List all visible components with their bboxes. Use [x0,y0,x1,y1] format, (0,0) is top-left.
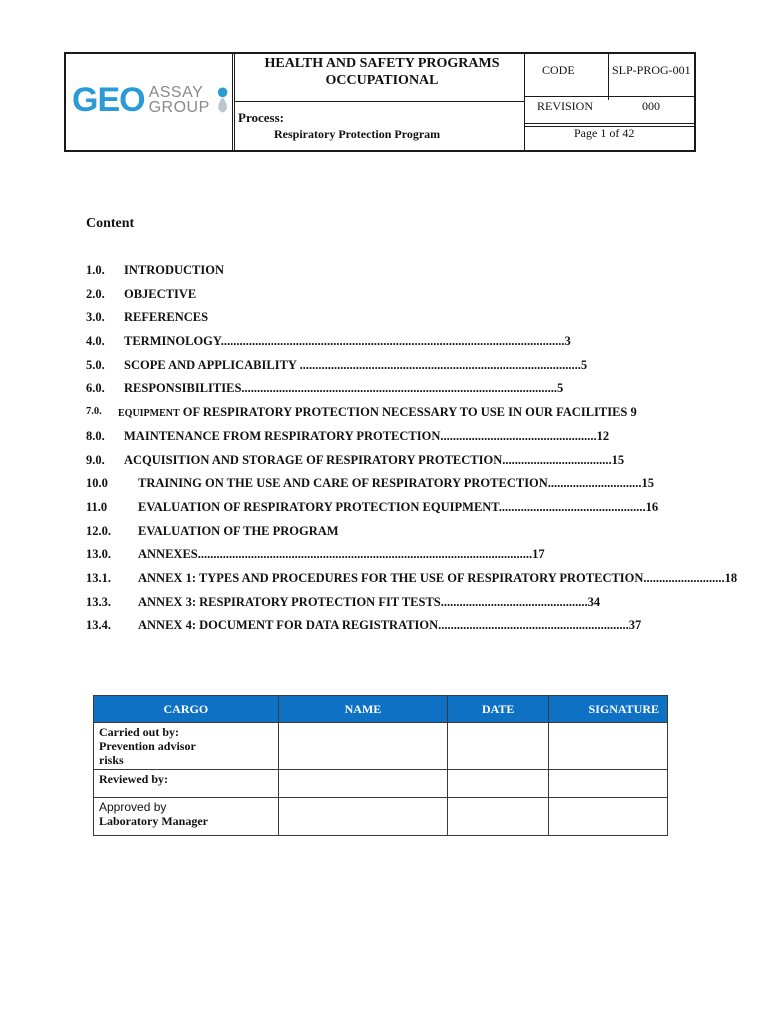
toc-item [86,544,768,568]
header-divider [695,97,696,102]
toc-item [86,260,768,284]
toc-item-number: 13.4. [86,618,111,633]
name-cell [278,723,448,770]
toc-item-text [118,402,637,424]
toc-item [86,521,768,545]
toc-item-prefix: EQUIPMENT [118,408,180,420]
toc-item [86,592,768,616]
toc-item [86,331,768,355]
name-cell [278,798,448,836]
toc-item-rest: OF RESPIRATORY PROTECTION NECESSARY TO USE IN OUR FACILITIES 9 [179,405,637,420]
signature-cell [549,723,668,770]
toc-item-number: 13.3. [86,594,111,609]
column-header-date: DATE [448,696,549,723]
toc-item-number: 1.0. [86,263,105,277]
table-of-contents [86,260,768,639]
header-divider [524,123,696,124]
header-divider [608,54,609,100]
toc-item-number: 5.0. [86,357,105,372]
toc-item-number: 13.0. [86,547,111,562]
toc-item-text: RESPONSIBILITIES.....................................................................................................5 [124,381,564,396]
toc-item-text: OBJECTIVE [124,286,197,301]
cargo-line: Reviewed by: [99,772,168,786]
header-divider [524,96,696,97]
page-number: Page 1 of 42 [574,126,635,140]
date-cell [448,770,549,798]
table-row [94,723,668,770]
toc-item [86,355,768,379]
toc-item-text: TERMINOLOGY..............................................................................................................3 [124,334,571,349]
toc-item-text: ANNEX 3: RESPIRATORY PROTECTION FIT TESTS...............................................34 [138,594,601,609]
code-label: CODE [542,63,575,77]
toc-item-text: ANNEX 4: DOCUMENT FOR DATA REGISTRATION.............................................................37 [138,618,642,633]
toc-item-text: ANNEXES...........................................................................................................17 [138,547,545,562]
cargo-line: Laboratory Manager [99,814,208,828]
signature-cell [549,798,668,836]
cargo-line: risks [99,753,124,767]
process-name: Respiratory Protection Program [274,127,441,141]
toc-item [86,497,768,521]
toc-item-number: 6.0. [86,381,105,396]
header-divider [234,101,524,102]
header-divider [234,54,235,150]
program-title [236,55,528,89]
name-cell [278,770,448,798]
toc-item [86,378,768,402]
logo-drop-icon [213,85,232,115]
toc-item-text: ANNEX 1: TYPES AND PROCEDURES FOR THE USE OF RESPIRATORY PROTECTION..........................18 [138,570,738,585]
toc-item-number: 2.0. [86,286,105,301]
content-heading: Content [86,216,135,231]
logo-line2: GROUP [148,99,210,116]
header-divider [232,54,233,150]
date-cell [448,723,549,770]
logo-line1: ASSAY [148,84,204,101]
toc-item [86,568,768,592]
table-row [94,770,668,798]
toc-item-number: 10.0 [86,476,108,491]
cargo-line: Carried out by: [99,725,179,739]
toc-item-number: 4.0. [86,334,105,349]
toc-item-text: EVALUATION OF RESPIRATORY PROTECTION EQUIPMENT...............................................16 [138,499,659,514]
toc-item-number: 13.1. [86,570,111,585]
toc-item-number: 11.0 [86,499,108,514]
column-header-name: NAME [278,696,448,723]
date-cell [448,798,549,836]
cargo-cell [94,723,279,770]
process-label: Process: [238,110,284,125]
toc-item [86,284,768,308]
document-header [64,52,696,152]
toc-item [86,426,768,450]
program-title-line2: OCCUPATIONAL [325,73,439,88]
revision-value: 000 [642,99,660,113]
toc-item [86,307,768,331]
toc-item [86,402,768,426]
toc-item-text: REFERENCES [124,310,209,325]
toc-item-number: 3.0. [86,310,105,325]
cargo-cell [94,798,279,836]
toc-item-number: 7.0. [86,406,102,418]
toc-item [86,450,768,474]
toc-item-text: EVALUATION OF THE PROGRAM [138,523,339,538]
column-header-cargo: CARGO [94,696,279,723]
logo-geo-text: GEO [72,81,145,119]
table-row [94,798,668,836]
toc-item-number: 12.0. [86,523,111,538]
toc-item-text: TRAINING ON THE USE AND CARE OF RESPIRATORY PROTECTION..............................15 [138,476,655,491]
cargo-cell [94,770,279,798]
toc-item [86,473,768,497]
toc-item [86,615,768,639]
toc-item-text: ACQUISITION AND STORAGE OF RESPIRATORY PROTECTION...................................15 [124,452,625,467]
signature-table-header [94,696,668,723]
cargo-line: Approved by [99,800,167,814]
program-title-line1: HEALTH AND SAFETY PROGRAMS [264,56,500,71]
toc-item-number: 9.0. [86,452,105,467]
code-value: SLP-PROG-001 [612,63,691,77]
revision-label: REVISION [537,99,593,113]
cargo-line: Prevention advisor [99,739,196,753]
column-header-signature: SIGNATURE [549,696,668,723]
company-logo [72,80,232,120]
toc-item-number: 8.0. [86,428,105,443]
toc-item-text: INTRODUCTION [124,263,225,277]
toc-item-text: MAINTENANCE FROM RESPIRATORY PROTECTION..................................................12 [124,428,610,443]
signature-table [93,695,668,836]
logo-assay-group [149,85,210,115]
toc-item-text: SCOPE AND APPLICABILITY ..........................................................................................5 [124,357,588,372]
signature-cell [549,770,668,798]
